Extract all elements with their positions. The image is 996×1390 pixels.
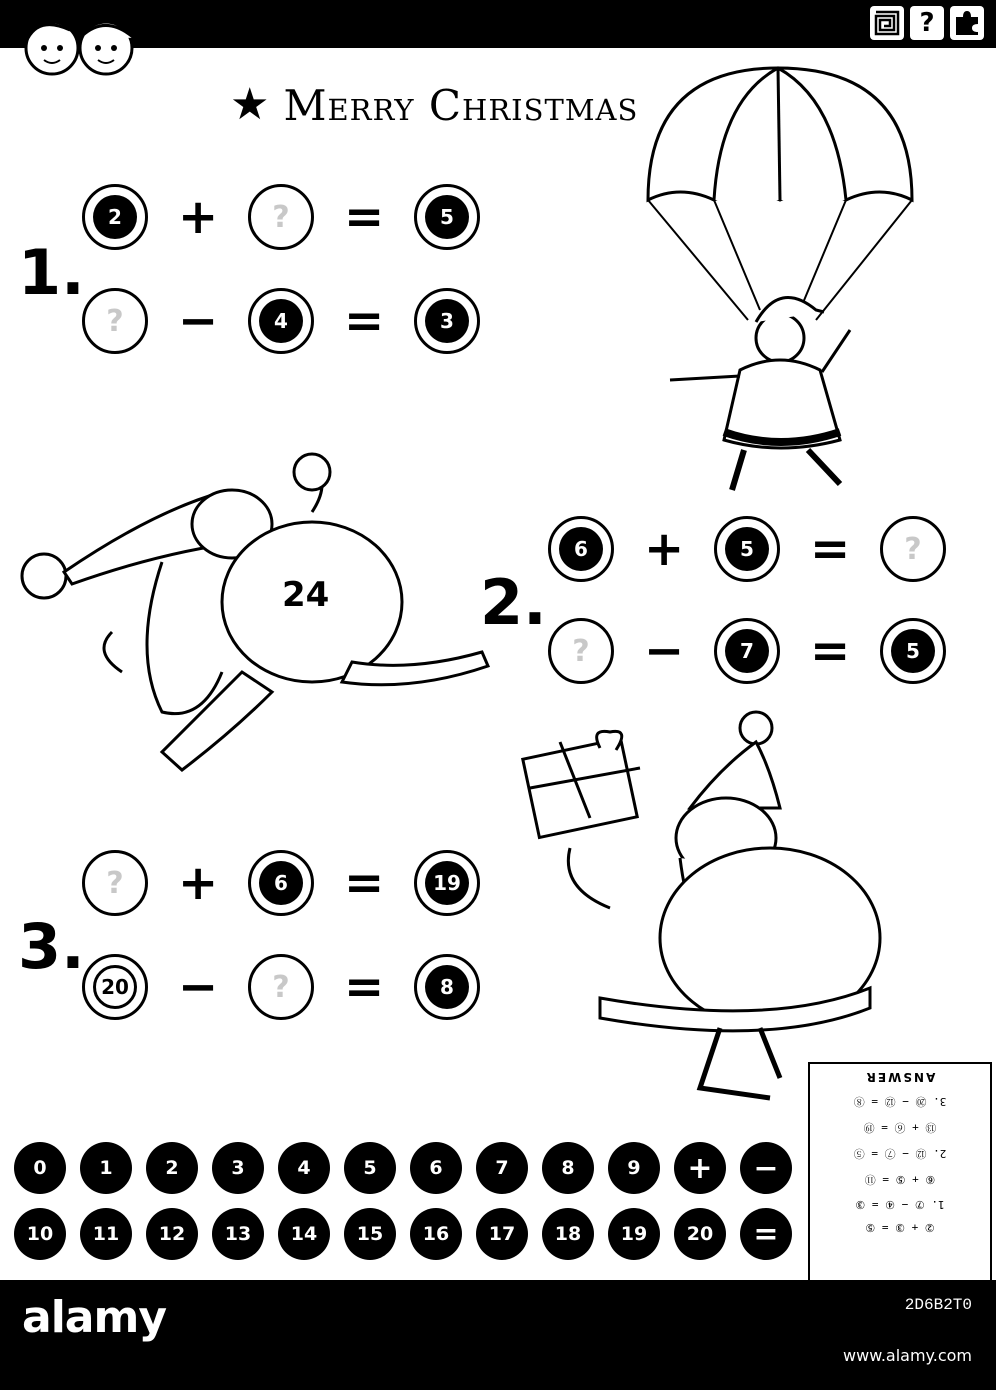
answer-line: ⑬ + ⑥ = ⑲ <box>863 1121 937 1134</box>
blank-circle[interactable]: ? <box>82 850 148 916</box>
pool-chip[interactable]: 7 <box>476 1142 528 1194</box>
answer-line: ⑥ + ⑤ = ⑪ <box>864 1173 936 1186</box>
result-circle: 3 <box>414 288 480 354</box>
image-id: 2D6B2T0 <box>904 1296 972 1314</box>
result-circle: 5 <box>880 618 946 684</box>
pool-chip-minus[interactable]: − <box>740 1142 792 1194</box>
equation-row <box>548 618 946 684</box>
number-pool-row-2 <box>14 1208 792 1260</box>
operand-circle: 2 <box>82 184 148 250</box>
pool-chip[interactable]: 9 <box>608 1142 660 1194</box>
operand-circle: 6 <box>548 516 614 582</box>
answer-line: 1. ⑦ − ④ = ③ <box>855 1198 945 1211</box>
brand-logo: alamy <box>22 1292 166 1343</box>
pool-chip[interactable]: 4 <box>278 1142 330 1194</box>
equation-row <box>548 516 946 582</box>
operator: + <box>178 855 219 911</box>
equals-sign: = <box>810 521 851 577</box>
pool-chip-equals[interactable]: = <box>740 1208 792 1260</box>
title-text: Merry Christmas <box>283 80 639 130</box>
blank-circle[interactable]: ? <box>248 184 314 250</box>
pool-chip[interactable]: 0 <box>14 1142 66 1194</box>
pool-chip[interactable]: 20 <box>674 1208 726 1260</box>
blank-circle[interactable]: ? <box>880 516 946 582</box>
question-icon: ? <box>910 6 944 40</box>
page-title <box>230 70 650 140</box>
equation-row <box>82 288 480 354</box>
blank-circle[interactable]: ? <box>548 618 614 684</box>
equals-sign: = <box>344 189 385 245</box>
pool-chip[interactable]: 18 <box>542 1208 594 1260</box>
pool-chip[interactable]: 1 <box>80 1142 132 1194</box>
result-circle: 19 <box>414 850 480 916</box>
pool-chip[interactable]: 19 <box>608 1208 660 1260</box>
number-pool-row-1 <box>14 1142 792 1194</box>
equation-row <box>82 184 480 250</box>
operator: − <box>644 623 685 679</box>
answer-line: ② + ③ = ⑤ <box>865 1221 935 1234</box>
footer-url[interactable]: www.alamy.com <box>843 1346 972 1365</box>
answer-line: 3. ⑳ − ⑫ = ⑧ <box>853 1095 947 1108</box>
blank-circle[interactable]: ? <box>248 954 314 1020</box>
running-santa-illustration <box>12 452 492 782</box>
operand-circle: 6 <box>248 850 314 916</box>
gift-santa-illustration <box>520 708 900 1108</box>
pool-chip[interactable]: 15 <box>344 1208 396 1260</box>
pool-chip[interactable]: 5 <box>344 1142 396 1194</box>
pool-chip[interactable]: 10 <box>14 1208 66 1260</box>
pool-chip[interactable]: 6 <box>410 1142 462 1194</box>
pool-chip[interactable]: 12 <box>146 1208 198 1260</box>
puzzle-icon <box>950 6 984 40</box>
operator: − <box>178 293 219 349</box>
blank-circle[interactable]: ? <box>82 288 148 354</box>
equals-sign: = <box>344 293 385 349</box>
pool-chip[interactable]: 8 <box>542 1142 594 1194</box>
pool-chip[interactable]: 2 <box>146 1142 198 1194</box>
answer-key <box>808 1062 992 1282</box>
kids-logo-icon <box>10 8 150 80</box>
equals-sign: = <box>344 855 385 911</box>
top-icons <box>870 6 984 40</box>
equals-sign: = <box>810 623 851 679</box>
answer-line: 2. ⑫ − ⑦ = ⑤ <box>853 1147 947 1160</box>
equation-row <box>82 954 480 1020</box>
result-circle: 5 <box>414 184 480 250</box>
pool-chip[interactable]: 17 <box>476 1208 528 1260</box>
parachute-santa-illustration <box>640 60 930 500</box>
answer-key-title: ANSWER <box>864 1070 936 1084</box>
pool-chip[interactable]: 14 <box>278 1208 330 1260</box>
operand-circle: 5 <box>714 516 780 582</box>
exercise-number: 1. <box>18 236 85 309</box>
operator: − <box>178 959 219 1015</box>
pool-chip[interactable]: 13 <box>212 1208 264 1260</box>
operand-circle: 20 <box>82 954 148 1020</box>
operator: + <box>178 189 219 245</box>
operand-circle: 7 <box>714 618 780 684</box>
star-icon: ★ <box>230 79 270 130</box>
equals-sign: = <box>344 959 385 1015</box>
exercise-number: 2. <box>480 566 547 639</box>
footer-bar <box>0 1280 996 1390</box>
equation-row <box>82 850 480 916</box>
pool-chip[interactable]: 3 <box>212 1142 264 1194</box>
pool-chip-plus[interactable]: + <box>674 1142 726 1194</box>
operand-circle: 4 <box>248 288 314 354</box>
maze-icon <box>870 6 904 40</box>
result-circle: 8 <box>414 954 480 1020</box>
pool-chip[interactable]: 16 <box>410 1208 462 1260</box>
exercise-number: 3. <box>18 910 85 983</box>
jersey-number: 24 <box>282 575 330 615</box>
pool-chip[interactable]: 11 <box>80 1208 132 1260</box>
operator: + <box>644 521 685 577</box>
